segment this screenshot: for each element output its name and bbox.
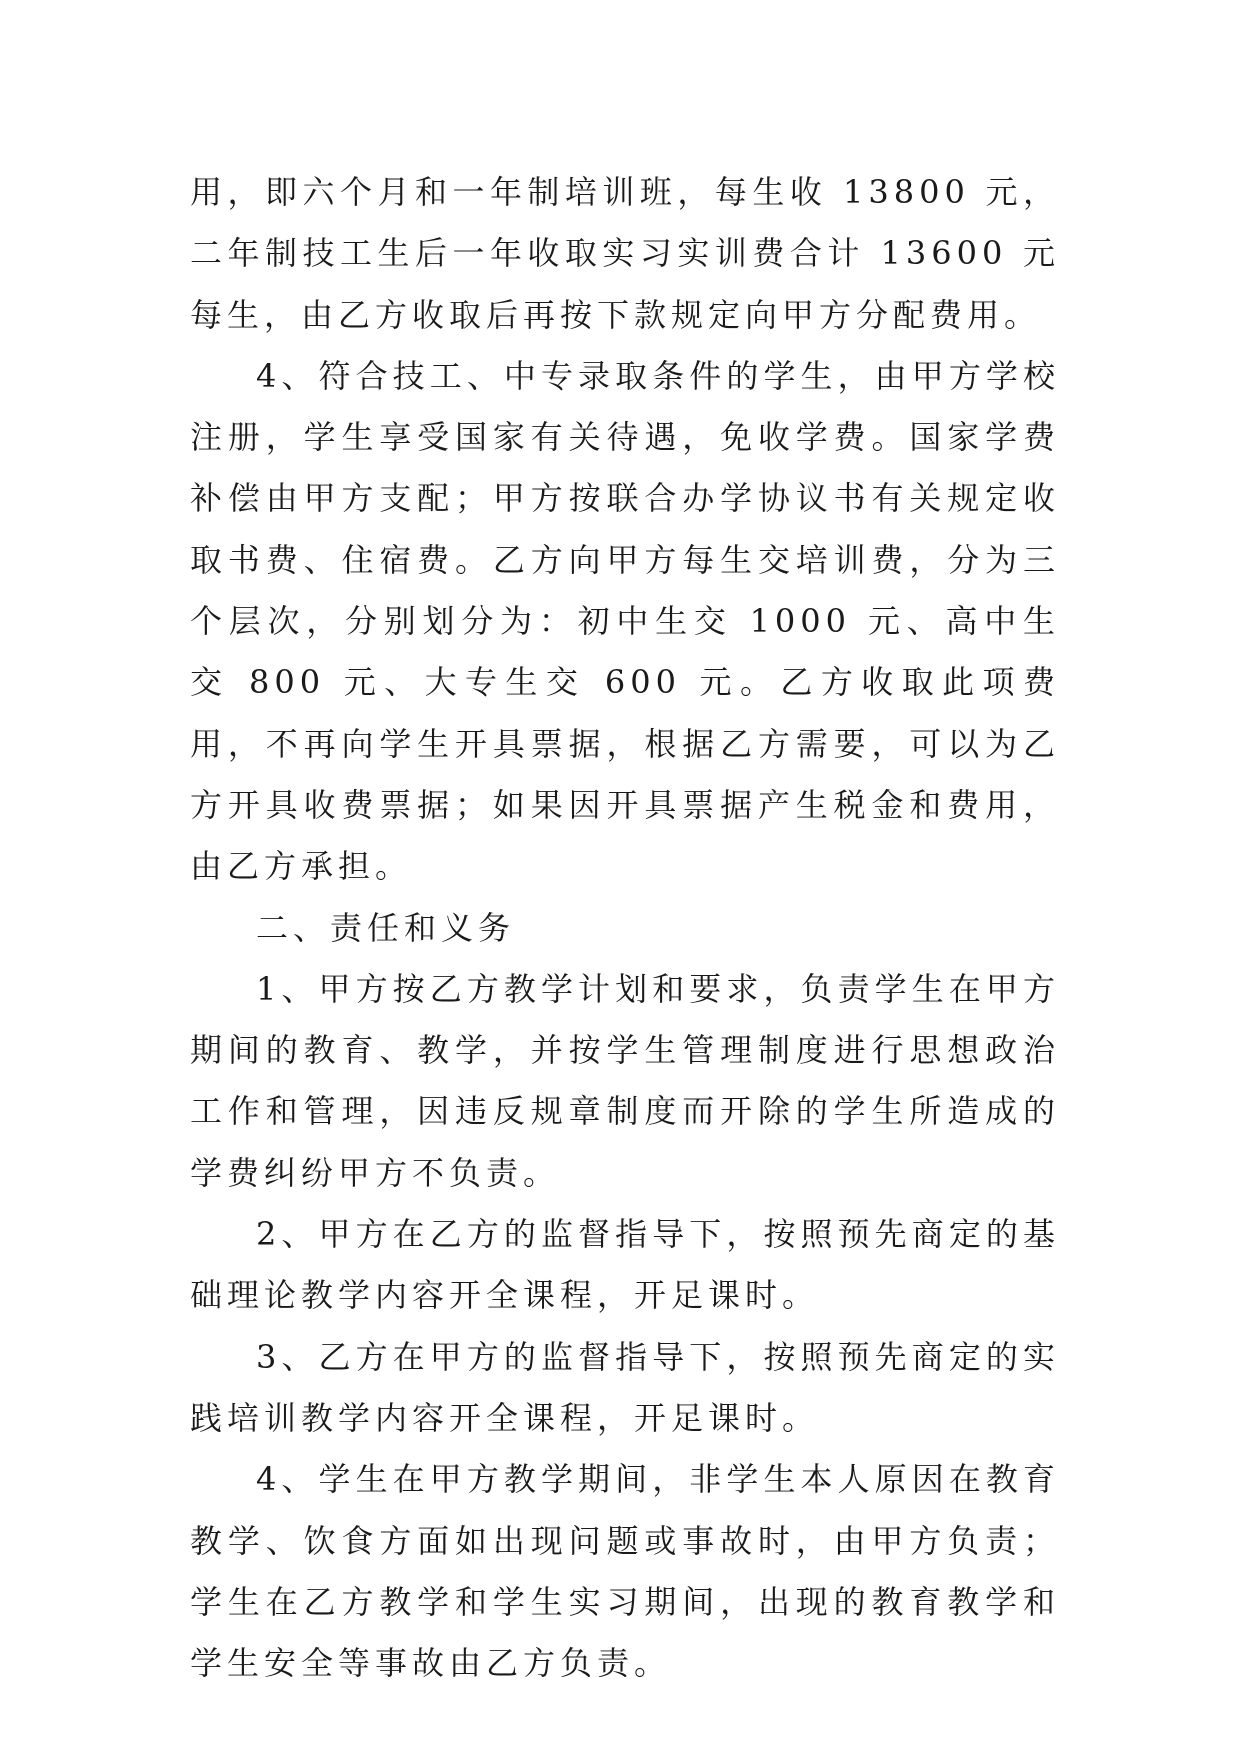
section-heading-responsibilities: 二、责任和义务 bbox=[256, 908, 516, 947]
paragraph-duty-3: 3、乙方在甲方的监督指导下，按照预先商定的实践培训教学内容开全课程，开足课时。 bbox=[190, 1337, 1060, 1437]
paragraph-duty-4: 4、学生在甲方教学期间，非学生本人原因在教育教学、饮食方面如出现问题或事故时，由甲方负责；学生在乙方教学和学生实习期间，出现的教育教学和学生安全等事故由乙方负责。 bbox=[190, 1460, 1060, 1683]
document-body bbox=[190, 162, 1060, 1694]
paragraph-duty-2: 2、甲方在乙方的监督指导下，按照预先商定的基础理论教学内容开全课程，开足课时。 bbox=[190, 1215, 1060, 1315]
paragraph-clause-4-fees: 4、符合技工、中专录取条件的学生，由甲方学校注册，学生享受国家有关待遇，免收学费。国家学费补偿由甲方支配；甲方按联合办学协议书有关规定收取书费、住宿费。乙方向甲方每生交培训费，分为三个层次，分别划分为：初中生交 1000 元、高中生交 800 元、大专生交 600 元。乙方收取此项费用，不再向学生开具票据，根据乙方需要，可以为乙方开具收费票据；如果因开具票据产生税金和费用，由乙方承担。 bbox=[190, 356, 1060, 886]
paragraph-fee-continued: 用，即六个月和一年制培训班，每生收 13800 元，二年制技工生后一年收取实习实训费合计 13600 元每生，由乙方收取后再按下款规定向甲方分配费用。 bbox=[190, 173, 1060, 334]
paragraph-duty-1: 1、甲方按乙方教学计划和要求，负责学生在甲方期间的教育、教学，并按学生管理制度进行思想政治工作和管理，因违反规章制度而开除的学生所造成的学费纠纷甲方不负责。 bbox=[190, 969, 1060, 1192]
